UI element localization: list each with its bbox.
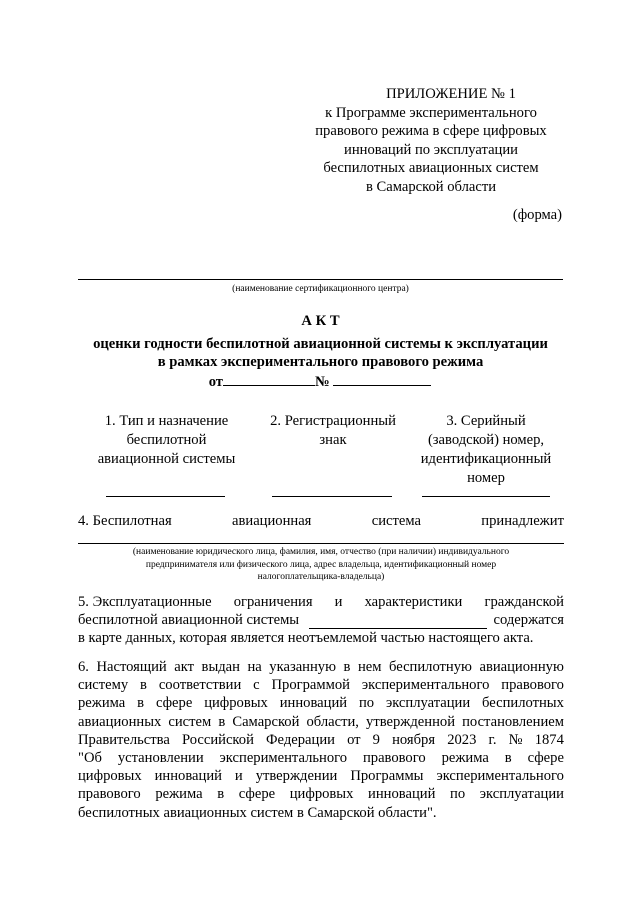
word: эксплуатации [385, 695, 471, 712]
item5-line [78, 593, 564, 611]
appendix-number: ПРИЛОЖЕНИЕ № 1 [386, 86, 516, 102]
word: режима [155, 786, 203, 803]
word: указанную [269, 659, 337, 675]
word: Федерации [266, 731, 335, 748]
item5-word: гражданской [484, 594, 564, 610]
word: 2023 [447, 731, 477, 748]
word: экспериментального [361, 677, 490, 694]
column-type-line: авиационной системы [97, 451, 236, 467]
column-serial-line: (заводской) номер, [427, 432, 545, 448]
word: выдан [201, 659, 240, 675]
column-type-line: 1. Тип и назначение [104, 413, 229, 429]
word: режима [78, 695, 126, 712]
cert-center-caption: (наименование сертификационного центра) [232, 284, 409, 294]
word: постановлением [462, 713, 564, 730]
item4-line [78, 513, 564, 530]
item6-paragraph [78, 658, 564, 822]
item5-start: беспилотной авиационной системы [78, 612, 300, 629]
word: области, [306, 713, 359, 730]
number-sign: № [314, 374, 330, 390]
word: утверждении [255, 768, 338, 785]
word: соответствии [158, 677, 242, 694]
word: экспериментального [219, 750, 348, 767]
column-serial-line: 3. Серийный [446, 413, 526, 429]
word: сфере [527, 750, 564, 767]
column-reg-line: 2. Регистрационный [270, 413, 396, 429]
item4-word: авиационная [232, 513, 312, 529]
form-label: (форма) [512, 207, 562, 223]
item5-word: ограничения [233, 594, 313, 610]
item5-word: характеристики [364, 594, 463, 610]
item6-line [78, 749, 564, 767]
appendix-line: к Программе экспериментального [325, 104, 537, 121]
column-type-blank [106, 496, 225, 497]
word: цифровых [289, 786, 354, 803]
word: от [347, 731, 361, 748]
word: инноваций [154, 768, 222, 785]
appendix-line: инноваций по эксплуатации [344, 141, 518, 158]
word: ноября [392, 731, 436, 748]
word: "Об [78, 750, 102, 767]
word: Российской [181, 731, 254, 748]
item6-line [78, 658, 564, 676]
word: беспилотную [389, 659, 472, 675]
word: правового [78, 786, 141, 803]
word: 1874 [534, 731, 564, 748]
word: авиационных [78, 713, 162, 730]
act-subtitle-line: оценки годности беспилотной авиационной системы к эксплуатации [93, 336, 548, 352]
word: Правительства [78, 731, 170, 748]
owner-caption-line: налогоплательщика-владельца) [257, 572, 385, 582]
item6-line [78, 767, 564, 785]
item5-end: содержатся [493, 612, 564, 629]
word: правового [362, 750, 426, 767]
word: цифровых [204, 695, 268, 712]
item6-line: беспилотных авиационных систем в Самарской области". [78, 804, 437, 821]
word: в [218, 713, 226, 730]
item5-line [78, 611, 564, 629]
word: сфере [155, 695, 193, 712]
word: инноваций [279, 695, 348, 712]
item4-word: 4. Беспилотная [78, 513, 172, 529]
item5-word: и [334, 594, 343, 610]
act-heading: А К Т [301, 313, 340, 329]
column-reg-blank [272, 496, 392, 497]
item6-line [78, 694, 564, 712]
word: № [508, 731, 523, 748]
word: беспилотных [482, 695, 564, 712]
column-type [84, 412, 249, 469]
owner-caption [78, 546, 564, 584]
item5-paragraph [78, 593, 564, 648]
owner-caption-line: предпринимателя или физического лица, адрес владельца, идентификационный номер [145, 559, 497, 570]
date-blank [223, 371, 315, 386]
appendix-line: в Самарской области [365, 178, 497, 195]
item5-word: 5. Эксплуатационные [78, 594, 212, 610]
word: с [253, 677, 260, 694]
word: Программой [271, 677, 350, 694]
word: нем [357, 659, 382, 675]
owner-line [78, 543, 564, 544]
item4-word: принадлежит [481, 513, 564, 529]
word: 6. [78, 659, 89, 675]
word: экспериментального [436, 768, 564, 785]
word: сфере [238, 786, 276, 803]
word: эксплуатации [479, 786, 564, 803]
word: систем [168, 713, 212, 730]
column-serial-line: идентификационный [420, 451, 552, 467]
word: авиационную [479, 659, 564, 675]
act-subtitle-line: в рамках экспериментального правового режима [157, 354, 484, 370]
word: в [137, 695, 145, 712]
item6-line [78, 785, 564, 803]
item6-line [78, 713, 564, 731]
number-blank [333, 371, 431, 386]
appendix-line: правового режима в сфере цифровых [315, 123, 547, 139]
word: правового [501, 677, 564, 694]
word: по [358, 695, 375, 712]
word: режима [441, 750, 489, 767]
column-reg-sign [258, 412, 408, 450]
word: в [504, 750, 512, 767]
word: в [217, 786, 225, 803]
item4-word: система [371, 513, 421, 529]
word: акт [174, 659, 195, 675]
column-type-line: беспилотной [126, 432, 207, 448]
word: г. [488, 731, 497, 748]
word: в [343, 659, 351, 675]
word: систему [78, 677, 129, 694]
act-subtitle [78, 335, 563, 371]
appendix-header [300, 85, 562, 196]
appendix-line: беспилотных авиационных систем [323, 160, 539, 176]
word: по [450, 786, 466, 803]
word: 9 [372, 731, 380, 748]
word: установлении [117, 750, 204, 767]
owner-caption-line: (наименование юридического лица, фамилия, имя, отчество (при наличии) индивидуального [132, 547, 510, 557]
cert-center-line [78, 279, 563, 280]
word: и [234, 768, 243, 785]
column-serial-line: номер [467, 470, 505, 486]
word: на [247, 659, 262, 675]
word: утвержденной [366, 713, 455, 730]
column-serial-blank [422, 496, 550, 497]
date-prefix: от [208, 374, 223, 390]
word: Программы [350, 768, 424, 785]
word: Самарской [232, 713, 300, 730]
item6-line [78, 731, 564, 749]
word: Настоящий [96, 659, 167, 675]
word: цифровых [78, 768, 142, 785]
item5-line: в карте данных, которая является неотъемлемой частью настоящего акта. [78, 630, 534, 647]
item6-line [78, 676, 564, 694]
date-number-line [0, 371, 640, 391]
column-reg-line: знак [319, 432, 347, 448]
column-serial [412, 412, 560, 488]
word: инноваций [368, 786, 436, 803]
word: в [140, 677, 147, 694]
item5-blank [309, 614, 487, 629]
